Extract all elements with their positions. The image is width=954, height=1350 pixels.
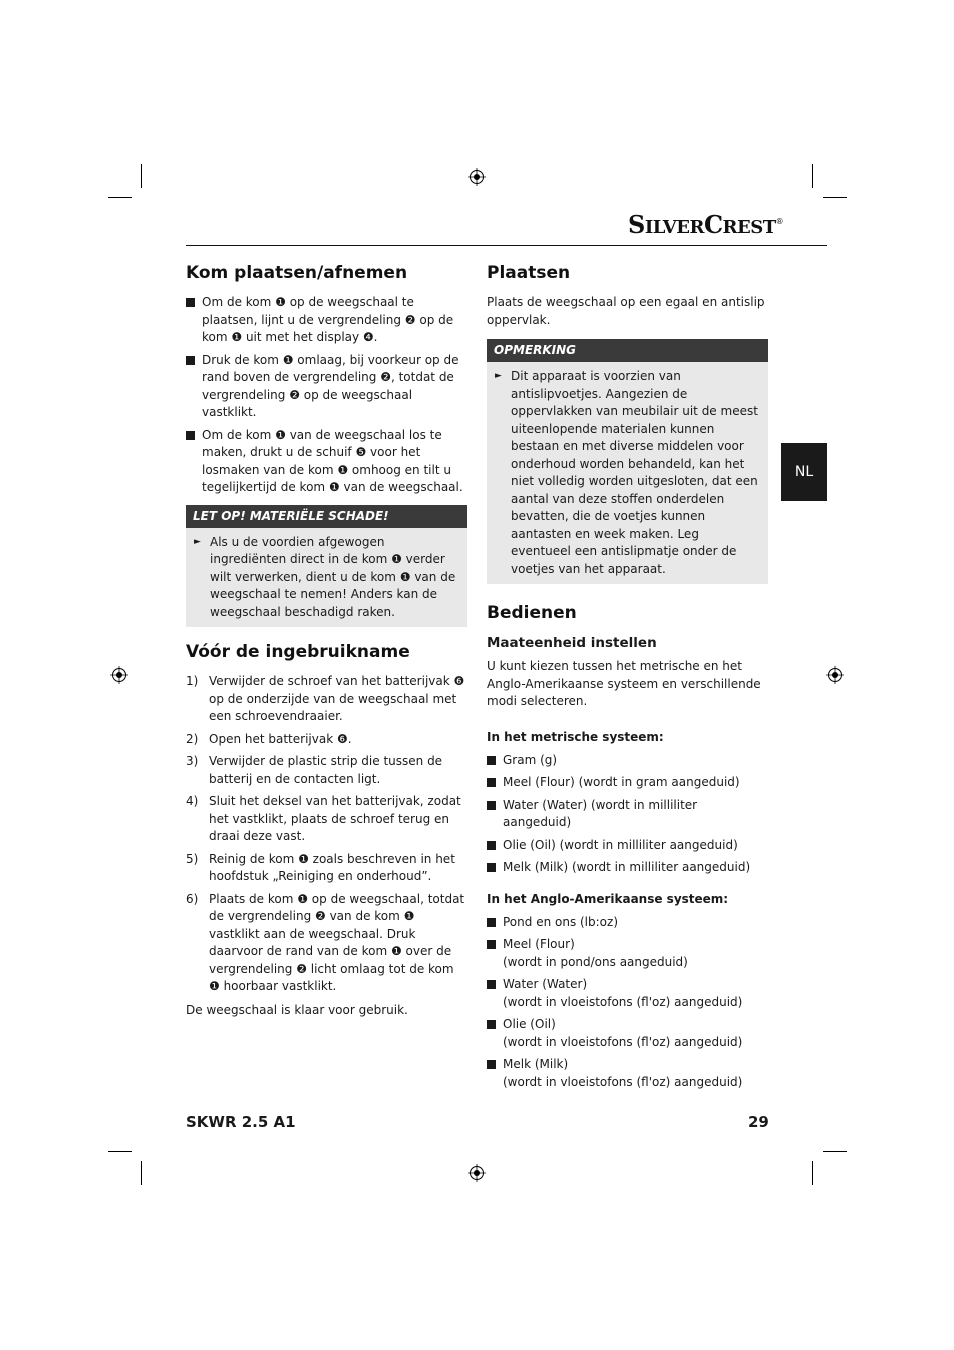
list-item: Pond en ons (lb:oz)	[487, 914, 768, 932]
list-item: 5) Reinig de kom ❶ zoals beschreven in het hoofdstuk „Reiniging en onderhoud”.	[186, 851, 455, 883]
crop-mark	[812, 1161, 813, 1185]
crop-mark	[812, 164, 813, 188]
list-item: Meel (Flour) (wordt in gram aangeduid)	[487, 774, 768, 792]
registration-mark-icon	[826, 666, 844, 684]
right-column	[487, 262, 768, 1097]
section-title-voor: Vóór de ingebruikname	[186, 642, 410, 662]
list-item: Om de kom ❶ op de weegschaal te plaatsen, lijnt u de vergrendeling ❷ op de kom ❶ uit met het display ❹.	[186, 294, 467, 347]
note-text: Dit apparaat is voorzien van antislipvoetjes. Aangezien de oppervlakken van meubilair uit de meest uiteenlopende materialen kunnen bestaan en met diverse middelen voor onderhoud worden behandeld, kan het niet volledig worden uitgesloten, dat een aantal van deze stoffen onderdelen bevatten, die de voetjes kunnen aantasten en week maken. Leg eventueel een antislipmatje onder de voetjes van het apparaat.	[511, 369, 758, 576]
registration-mark-icon	[468, 1164, 486, 1182]
steps-list	[186, 673, 467, 996]
kom-list	[186, 294, 467, 497]
registration-mark-icon	[468, 168, 486, 186]
arrow-icon: ►	[495, 371, 502, 381]
header-rule	[186, 245, 827, 246]
list-item: Olie (Oil) (wordt in milliliter aangeduid)	[487, 837, 768, 855]
crop-mark	[108, 197, 132, 198]
closing-text: De weegschaal is klaar voor gebruik.	[186, 1002, 408, 1017]
list-item: Water (Water) (wordt in milliliter aangeduid)	[487, 797, 768, 832]
list-item: 6) Plaats de kom ❶ op de weegschaal, totdat de vergrendeling ❷ van de kom ❶ vastklikt aan de weegschaal. Druk daarvoor de rand van de kom ❶ over de vergrendeling ❷ licht omlaag tot de kom ❶ hoorbaar vastklikt.	[186, 891, 465, 993]
crop-mark	[823, 1151, 847, 1152]
metric-list	[487, 752, 768, 877]
anglo-title: In het Anglo-Amerikaanse systeem:	[487, 891, 729, 906]
crop-mark	[108, 1151, 132, 1152]
note-box	[487, 339, 768, 584]
anglo-list	[487, 914, 768, 1092]
list-item: Meel (Flour) (wordt in pond/ons aangeduid)	[487, 936, 768, 971]
warning-body	[186, 528, 467, 628]
section-title-bedienen: Bedienen	[487, 603, 577, 623]
page-number: 29	[748, 1113, 769, 1131]
crop-mark	[823, 197, 847, 198]
list-item: Om de kom ❶ van de weegschaal los te maken, drukt u de schuif ❺ voor het losmaken van de kom ❶ omhoog en tilt u tegelijkertijd de kom ❶ van de weegschaal.	[186, 427, 467, 497]
list-item: 4) Sluit het deksel van het batterijvak, zodat het vastklikt, plaats de schroef terug en draai deze vast.	[186, 794, 461, 843]
registration-mark-icon	[110, 666, 128, 684]
arrow-icon: ►	[194, 536, 201, 547]
warning-text: Als u de voordien afgewogen ingrediënten direct in de kom ❶ verder wilt verwerken, dient u de kom ❶ van de weegschaal te nemen! Anders kan de weegschaal beschadigd raken.	[210, 534, 456, 619]
list-item: 2) Open het batterijvak ❻.	[186, 731, 352, 746]
list-item: Melk (Milk) (wordt in milliliter aangeduid)	[487, 859, 768, 877]
list-item: Water (Water) (wordt in vloeistofons (fl'oz) aangeduid)	[487, 976, 768, 1011]
list-item: 1) Verwijder de schroef van het batterijvak ❻ op de onderzijde van de weegschaal met een schroevendraaier.	[186, 674, 465, 723]
language-tab: NL	[781, 443, 827, 501]
brand-logo: SILVERCREST®	[628, 210, 784, 239]
bedienen-intro: U kunt kiezen tussen het metrische en het Anglo-Amerikaanse systeem en verschillende modi selecteren.	[487, 659, 761, 708]
section-title-plaatsen: Plaatsen	[487, 263, 571, 283]
note-title: OPMERKING	[487, 339, 768, 362]
crop-mark	[141, 164, 142, 188]
warning-title: LET OP! MATERIËLE SCHADE!	[186, 505, 467, 528]
subsection-title: Maateenheid instellen	[487, 635, 657, 651]
section-title-kom: Kom plaatsen/afnemen	[186, 263, 408, 283]
list-item: Druk de kom ❶ omlaag, bij voorkeur op de rand boven de vergrendeling ❷, totdat de vergrendeling ❷ op de weegschaal vastklikt.	[186, 352, 467, 422]
crop-mark	[141, 1161, 142, 1185]
list-item: 3) Verwijder de plastic strip die tussen de batterij en de contacten ligt.	[186, 754, 443, 786]
plaatsen-text: Plaats de weegschaal op een egaal en antislip oppervlak.	[487, 295, 765, 327]
list-item: Gram (g)	[487, 752, 768, 770]
warning-box	[186, 505, 467, 628]
model-number: SKWR 2.5 A1	[186, 1113, 296, 1131]
left-column	[186, 262, 467, 1029]
list-item: Melk (Milk) (wordt in vloeistofons (fl'oz) aangeduid)	[487, 1056, 768, 1091]
list-item: Olie (Oil) (wordt in vloeistofons (fl'oz) aangeduid)	[487, 1016, 768, 1051]
note-body	[487, 362, 768, 584]
metric-title: In het metrische systeem:	[487, 729, 664, 744]
